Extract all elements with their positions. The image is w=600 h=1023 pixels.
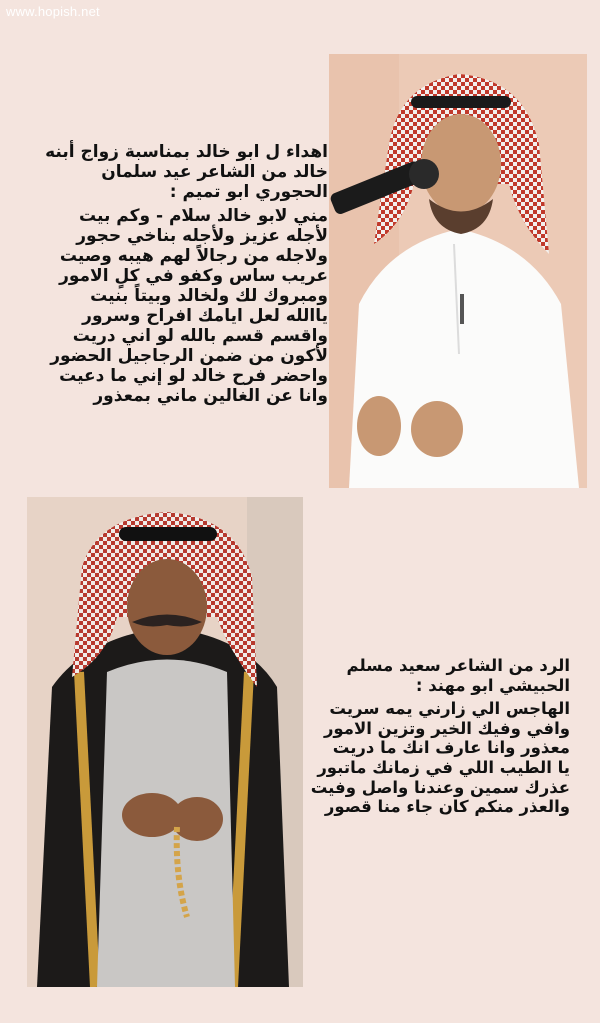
poem-heading-line: الحجوري ابو تميم :	[169, 182, 328, 202]
poem-verse: وافي وفيك الخير وتزين الامور	[323, 718, 570, 738]
poem-verse: عريب ساس وكفو في كلٍ الامور	[59, 266, 328, 286]
poem-verse: معذور وانا عارف انك ما دريت	[332, 738, 570, 758]
poem-verse: عذرك سمين وعندنا واصل وفيت	[310, 777, 570, 797]
poem-verse: واقسم قسم بالله لو اني دريت	[72, 326, 328, 346]
dedication-poem	[8, 142, 328, 406]
poem-verse: الهاجس الي زارني يمه سريت	[329, 699, 570, 719]
reply-poem	[300, 656, 570, 817]
poem-verse: ياالله لعل ايامك افراح وسرور	[82, 306, 328, 326]
site-watermark: www.hopish.net	[6, 4, 100, 19]
poem-heading-line: اهداء ل ابو خالد بمناسبة زواج أبنه	[45, 142, 328, 162]
poet-photo-prayer-beads	[27, 497, 303, 987]
poem-verse: مني لابو خالد سلام - وكم بيت	[79, 206, 328, 226]
poem-heading-line: خالد من الشاعر عيد سلمان	[101, 162, 328, 182]
poem-verse: واحضر فرح خالد لو إني ما دعيت	[59, 366, 328, 386]
poem-heading-line: الرد من الشاعر سعيد مسلم	[346, 656, 570, 675]
poem-verse: والعذر منكم كان جاء منا قصور	[324, 797, 570, 817]
poem-heading-line: الحبيشي ابو مهند :	[415, 675, 570, 695]
poem-verse: ولاجله من رجالاً لهم هيبه وصيت	[59, 246, 328, 266]
poem-verse: لأجله عزيز ولأجله بناخي حجور	[76, 226, 328, 246]
poem-verse: وانا عن الغالين ماني بمعذور	[93, 386, 328, 406]
poem-verse: يا الطيب اللي في زمانك ماتبور	[317, 757, 570, 777]
poem-verse: ومبروك لك ولخالد وبيتاً بنيت	[90, 286, 328, 306]
poet-photo-microphone	[329, 54, 587, 488]
poem-verse: لأكون من ضمن الرجاجيل الحضور	[50, 346, 328, 366]
